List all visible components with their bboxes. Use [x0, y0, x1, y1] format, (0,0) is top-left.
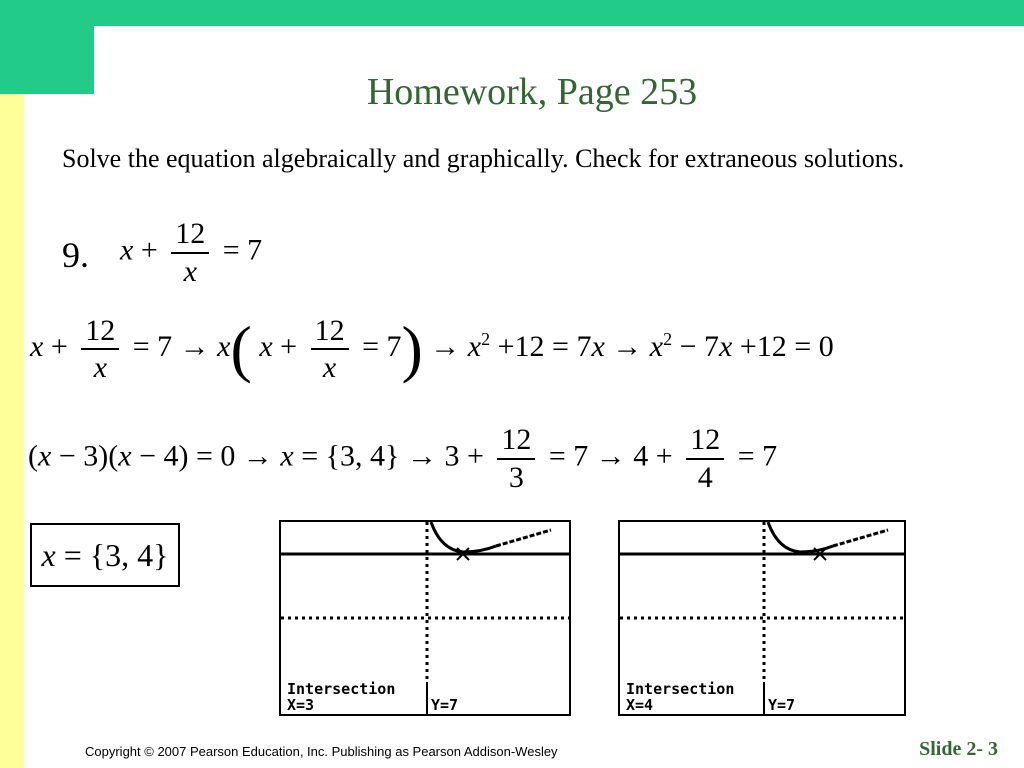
- s1-x7: x: [719, 329, 733, 363]
- problem-number: 9.: [62, 235, 89, 275]
- s1-fraction-2: [311, 315, 349, 384]
- s2-x1: x: [38, 439, 52, 473]
- calc-y-2: Y=7: [768, 696, 796, 714]
- s2-factor: − 3)(: [58, 439, 119, 473]
- graph-curve: [431, 522, 496, 552]
- top-accent-bar: [0, 0, 1024, 26]
- s2-arrow-1: →: [242, 439, 273, 473]
- s1-den1: x: [93, 351, 107, 384]
- s2-arrow-3: →: [595, 439, 626, 473]
- s1-num1: 12: [81, 315, 119, 351]
- calc-x-1: X=3: [287, 696, 315, 714]
- s2-solution-set: = {3, 4}: [301, 439, 400, 473]
- s1-eq2: =: [362, 329, 379, 363]
- s1-plus2: +: [280, 329, 298, 363]
- graph-curve-asymptote: [496, 530, 551, 546]
- s1-arrow-3: →: [612, 329, 643, 363]
- s1-exp-1: 2: [481, 328, 491, 349]
- s1-num2: 12: [311, 315, 349, 351]
- s2-fraction-2: [686, 424, 724, 493]
- graph-curve: [768, 522, 833, 552]
- graph-curve-asymptote: [833, 530, 888, 546]
- s1-eq: =: [132, 329, 150, 363]
- s1-right-paren: ): [401, 313, 423, 384]
- calc-label-2: Intersection: [626, 680, 735, 698]
- eq-denominator: x: [183, 254, 197, 288]
- slide-number: Slide 2- 3: [919, 738, 998, 760]
- answer-box: [30, 523, 180, 587]
- s1-end: +12 = 0: [739, 329, 834, 363]
- s1-minus7: − 7: [679, 329, 720, 363]
- s2-check-3: 3 +: [444, 439, 484, 473]
- s1-den2: x: [322, 351, 337, 384]
- solution-step-1: [30, 312, 834, 386]
- calc-label-1: Intersection: [287, 680, 396, 698]
- left-accent-bar: [0, 94, 24, 768]
- s2-arrow-2: →: [406, 439, 437, 473]
- s2-fraction-1: [497, 424, 535, 493]
- s1-term: +12 = 7: [497, 329, 592, 363]
- s2-den2: 4: [697, 460, 713, 494]
- calc-x-2: X=4: [626, 696, 654, 714]
- calc-y-1: Y=7: [431, 696, 459, 714]
- s1-x3: x: [259, 329, 273, 363]
- s2-den1: 3: [508, 460, 524, 494]
- s2-eq7-2: = 7: [737, 439, 778, 473]
- copyright-footer: Copyright © 2007 Pearson Education, Inc. Publishing as Pearson Addison-Wesley: [85, 744, 558, 759]
- problem-equation: [120, 218, 262, 287]
- s1-fraction-1: [81, 315, 119, 384]
- eq-numerator: 12: [171, 218, 209, 254]
- s2-eq7-1: = 7: [548, 439, 589, 473]
- s2-x2: x: [118, 439, 132, 473]
- s2-num2: 12: [686, 424, 724, 460]
- s1-plus: +: [50, 329, 68, 363]
- s2-left-paren: (: [28, 439, 38, 473]
- s2-eq-zero: − 4) = 0: [139, 439, 236, 473]
- solution-step-2: [28, 424, 777, 493]
- s1-x: x: [30, 329, 44, 363]
- s1-seven: 7: [157, 329, 173, 363]
- s1-x6: x: [649, 329, 664, 363]
- s1-x4: x: [467, 329, 482, 363]
- s2-x3: x: [280, 439, 294, 473]
- eq-equals: =: [222, 233, 240, 267]
- s1-x5: x: [591, 329, 605, 363]
- slide-title: Homework, Page 253: [366, 71, 698, 113]
- answer-x: x: [41, 536, 56, 573]
- s1-left-paren: (: [230, 313, 252, 384]
- eq-rhs: 7: [247, 233, 263, 267]
- s2-check-4: 4 +: [633, 439, 673, 473]
- s1-arrow-1: →: [179, 329, 210, 363]
- eq-fraction: [171, 218, 209, 287]
- s1-exp-2: 2: [663, 328, 673, 349]
- s1-x2: x: [217, 329, 231, 363]
- calculator-screen-1: [279, 520, 571, 716]
- answer-set: = {3, 4}: [63, 536, 169, 573]
- instructions-text: Solve the equation algebraically and graphically. Check for extraneous solutions.: [62, 144, 905, 173]
- eq-x: x: [120, 233, 134, 267]
- s2-num1: 12: [497, 424, 535, 460]
- eq-plus: +: [140, 233, 158, 267]
- s1-arrow-2: →: [430, 329, 461, 363]
- s1-seven2: 7: [386, 329, 402, 363]
- calculator-screen-2: [618, 520, 906, 716]
